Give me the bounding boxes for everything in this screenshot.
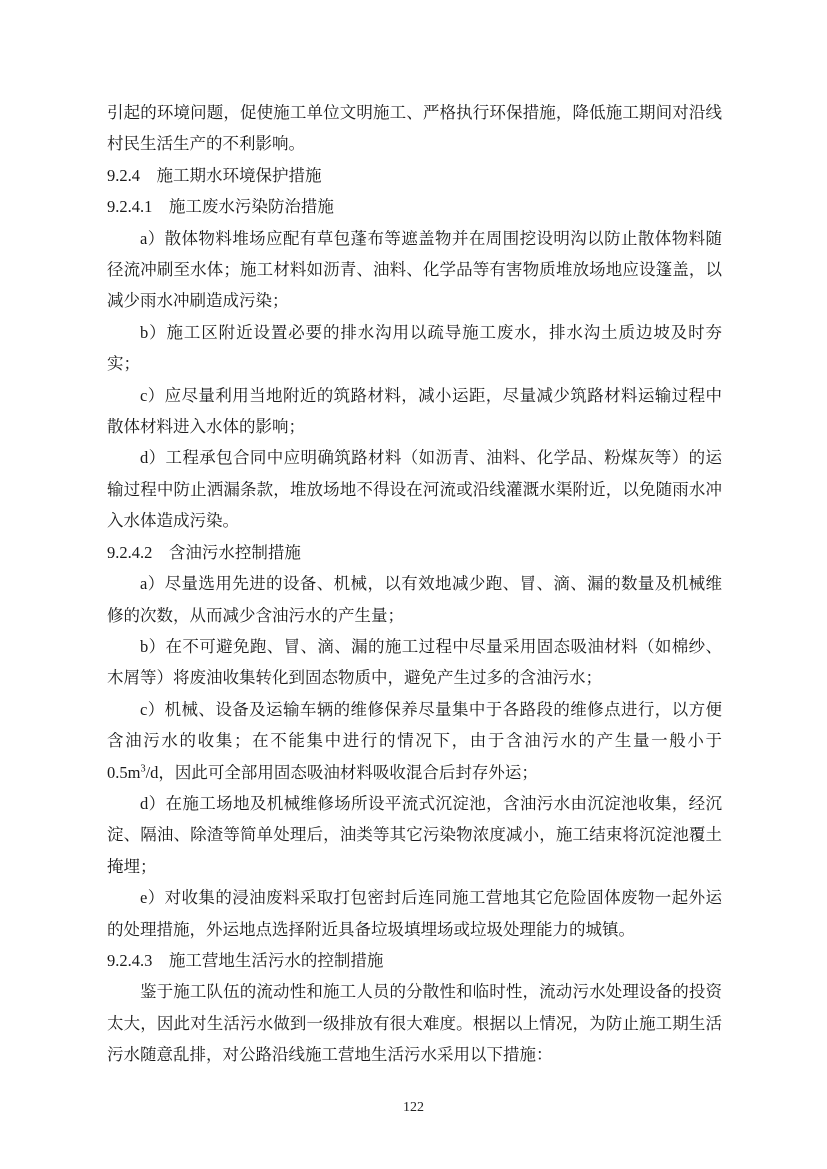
- text-run: b）在不可避免跑、冒、滴、漏的施工过程中尽量采用固态吸油材料（如棉纱、木屑等）将废油收集转化到固态物质中，避免产生过多的含油污水；: [107, 636, 722, 688]
- body-paragraph: [107, 317, 722, 380]
- body-paragraph: [107, 976, 722, 1070]
- section-heading: [107, 160, 722, 191]
- text-run: c）机械、设备及运输车辆的维修保养尽量集中于各路段的维修点进行，以方便含油污水的收集；在不能集中进行的情况下，由于含油污水的产生量一般小于 0.5m: [107, 699, 722, 782]
- document-body: [107, 97, 722, 1071]
- superscript-text: 3: [140, 763, 146, 775]
- text-run: 鉴于施工队伍的流动性和施工人员的分散性和临时性，流动污水处理设备的投资太大，因此对生活污水做到一级排放有很大难度。根据以上情况，为防止施工期生活污水随意乱排，对公路沿线施工营地生活污水采用以下措施：: [107, 982, 722, 1065]
- body-paragraph: [107, 380, 722, 443]
- body-paragraph: [107, 223, 722, 317]
- section-heading: [107, 945, 722, 976]
- text-run: e）对收集的浸油废料采取打包密封后连同施工营地其它危险固体废物一起外运的处理措施，外运地点选择附近具备垃圾填埋场或垃圾处理能力的城镇。: [107, 888, 722, 939]
- body-paragraph: [107, 882, 722, 945]
- text-run: 9.2.4.2 含油污水控制措施: [107, 542, 301, 562]
- text-run: a）尽量选用先进的设备、机械，以有效地减少跑、冒、滴、漏的数量及机械维修的次数，从而减少含油污水的产生量；: [107, 574, 722, 625]
- text-run: d）在施工场地及机械维修场所设平流式沉淀池，含油污水由沉淀池收集，经沉淀、隔油、除渣等简单处理后，油类等其它污染物浓度减小，施工结束将沉淀池覆土掩埋；: [107, 793, 722, 876]
- section-heading: [107, 191, 722, 222]
- text-run: c）应尽量利用当地附近的筑路材料，减小运距，尽量减少筑路材料运输过程中散体材料进入水体的影响；: [107, 385, 722, 437]
- body-paragraph: [107, 97, 722, 160]
- text-run: b）施工区附近设置必要的排水沟用以疏导施工废水，排水沟土质边坡及时夯实；: [107, 322, 722, 374]
- page-number: 122: [403, 1100, 424, 1115]
- text-run: a）散体物料堆场应配有草包蓬布等遮盖物并在周围挖设明沟以防止散体物料随径流冲刷至水体；施工材料如沥青、油料、化学品等有害物质堆放场地应设篷盖，以减少雨水冲刷造成污染；: [107, 228, 722, 311]
- text-run: 9.2.4 施工期水环境保护措施: [107, 165, 322, 185]
- text-run: 9.2.4.1 施工废水污染防治措施: [107, 197, 334, 217]
- text-run: d）工程承包合同中应明确筑路材料（如沥青、油料、化学品、粉煤灰等）的运输过程中防止洒漏条款，堆放场地不得设在河流或沿线灌溉水渠附近，以免随雨水冲入水体造成污染。: [107, 448, 722, 531]
- text-run: 引起的环境问题，促使施工单位文明施工、严格执行环保措施，降低施工期间对沿线村民生活生产的不利影响。: [107, 103, 722, 154]
- body-paragraph: [107, 631, 722, 694]
- text-run: /d，因此可全部用固态吸油材料吸收混合后封存外运；: [145, 762, 538, 782]
- body-paragraph: [107, 442, 722, 536]
- body-paragraph: [107, 568, 722, 631]
- body-paragraph: [107, 788, 722, 882]
- section-heading: [107, 537, 722, 568]
- text-run: 9.2.4.3 施工营地生活污水的控制措施: [107, 950, 384, 970]
- body-paragraph: [107, 694, 722, 788]
